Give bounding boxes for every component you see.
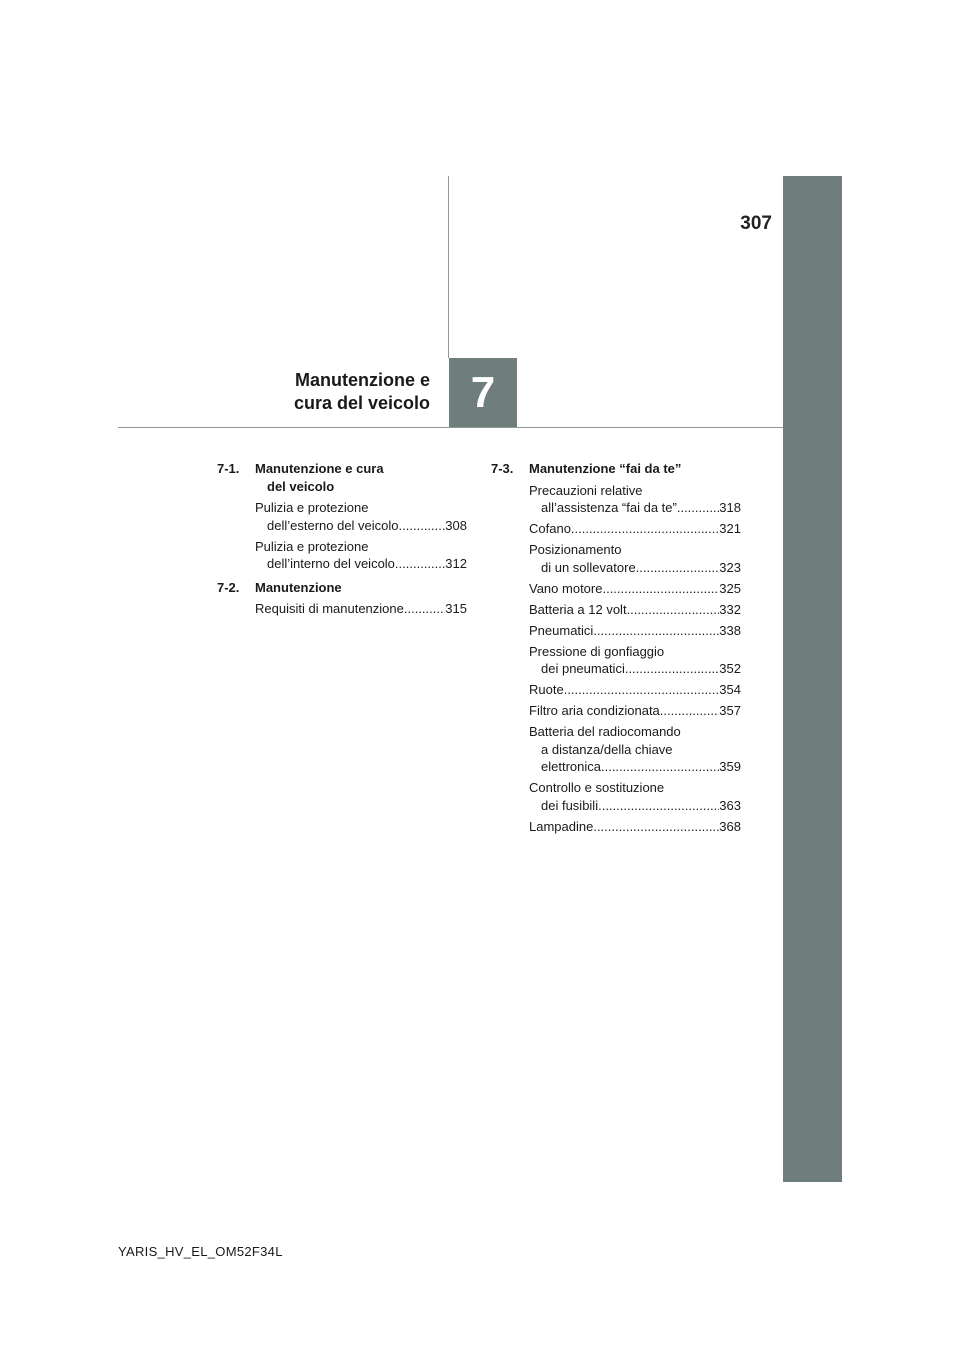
toc-entry-text: dei fusibili	[541, 797, 599, 813]
toc-entry-text: Ruote	[529, 682, 564, 697]
toc-entry-text: Requisiti di manutenzione	[255, 601, 404, 616]
toc-entry-line: Batteria del radiocomando	[529, 724, 681, 739]
toc-entry-text: Vano motore	[529, 580, 603, 596]
toc-column-left	[217, 460, 467, 624]
toc-entry-line: Pulizia e protezione	[255, 500, 369, 515]
toc-entry-text: Pneumatici	[529, 622, 594, 638]
page-ref: 354	[719, 682, 741, 697]
section-title	[255, 460, 467, 495]
toc-entry[interactable]	[255, 538, 467, 573]
toc-entry-row	[255, 517, 467, 535]
dot-leader	[602, 580, 719, 598]
page-ref: 359	[719, 759, 741, 774]
section-heading	[217, 460, 467, 495]
toc-entry[interactable]	[529, 723, 741, 776]
toc-entry[interactable]	[529, 622, 741, 640]
dot-leader	[636, 559, 720, 577]
toc-entry[interactable]	[529, 580, 741, 598]
toc-entry-text: Filtro aria condizionata	[529, 703, 660, 718]
dot-leader	[399, 517, 446, 535]
page-ref: 318	[719, 500, 741, 515]
dot-leader	[593, 622, 719, 640]
dot-leader	[564, 681, 720, 699]
dot-leader	[571, 520, 719, 538]
toc-entry-line: Pulizia e protezione	[255, 538, 369, 554]
page-ref: 363	[719, 797, 741, 813]
section-number: 7-2.	[217, 579, 240, 595]
toc-entry-row	[529, 797, 741, 815]
toc-entry[interactable]	[255, 499, 467, 534]
page-ref: 315	[445, 601, 467, 616]
toc-entry-text: dell’interno del veicolo	[267, 556, 395, 571]
toc-entries	[217, 600, 467, 618]
toc-entry-text: dei pneumatici	[541, 661, 625, 676]
toc-section	[217, 460, 467, 573]
toc-entry-text: elettronica	[541, 759, 601, 774]
toc-entry-text: di un sollevatore	[541, 559, 636, 575]
toc-entry-line: Posizionamento	[529, 542, 622, 557]
chapter-title-line1: Manutenzione e	[294, 370, 430, 390]
toc-entry[interactable]	[529, 482, 741, 517]
section-title	[529, 460, 741, 478]
page-ref: 321	[719, 521, 741, 536]
section-title-line: Manutenzione “fai da te”	[529, 461, 682, 476]
page-ref: 357	[719, 703, 741, 718]
page-ref: 312	[445, 556, 467, 571]
horizontal-divider	[118, 427, 783, 428]
toc-entry-text: Cofano	[529, 521, 571, 536]
vertical-divider	[448, 176, 449, 358]
section-title-line: Manutenzione	[255, 579, 342, 595]
dot-leader	[627, 601, 720, 619]
toc-entry[interactable]	[529, 520, 741, 538]
toc-entry[interactable]	[529, 601, 741, 619]
toc-entry[interactable]	[529, 643, 741, 678]
toc-section	[491, 460, 741, 835]
toc-entry-row	[529, 622, 741, 640]
section-heading	[491, 460, 741, 478]
dot-leader	[404, 600, 445, 618]
page-ref: 308	[445, 517, 467, 533]
toc-entry-line: a distanza/della chiave	[541, 741, 673, 757]
toc-entries	[217, 499, 467, 573]
section-number: 7-3.	[491, 461, 514, 476]
toc-entry-row	[529, 758, 741, 776]
toc-entry[interactable]	[529, 818, 741, 836]
page-ref: 352	[719, 661, 741, 676]
toc-entries	[491, 482, 741, 836]
toc-entry-row	[529, 601, 741, 619]
toc-entry-row	[529, 559, 741, 577]
dot-leader	[677, 499, 719, 517]
toc-entry[interactable]	[529, 681, 741, 699]
toc-entry-row	[529, 499, 741, 517]
toc-entry[interactable]	[255, 600, 467, 618]
toc-section	[217, 579, 467, 618]
toc-entry-row	[255, 600, 467, 618]
toc-entry-text: all’assistenza “fai da te”	[541, 500, 677, 515]
toc-entry-text: dell’esterno del veicolo	[267, 517, 399, 533]
page-ref: 332	[719, 601, 741, 617]
page-ref: 338	[719, 622, 741, 638]
toc-entry-row	[255, 555, 467, 573]
dot-leader	[660, 702, 720, 720]
toc-entry-line: Precauzioni relative	[529, 482, 643, 498]
toc-entry-line: Pressione di gonfiaggio	[529, 643, 665, 659]
chapter-title	[230, 369, 430, 415]
page-number: 307	[740, 213, 772, 234]
side-tab	[783, 176, 842, 1182]
dot-leader	[593, 818, 719, 836]
section-title-line: Manutenzione e cura	[255, 461, 384, 476]
toc-entry-row	[529, 818, 741, 836]
page-ref: 325	[719, 580, 741, 596]
dot-leader	[395, 555, 445, 573]
toc-entry[interactable]	[529, 779, 741, 814]
toc-entry-line: Controllo e sostituzione	[529, 780, 665, 795]
section-heading	[217, 579, 467, 597]
toc-entry-row	[529, 520, 741, 538]
toc-entry[interactable]	[529, 541, 741, 576]
document-code: YARIS_HV_EL_OM52F34L	[118, 1244, 283, 1259]
toc-entry-row	[529, 660, 741, 678]
toc-column-right	[491, 460, 741, 841]
section-title-line: del veicolo	[267, 478, 335, 494]
toc-entry-row	[529, 580, 741, 598]
section-number: 7-1.	[217, 461, 240, 476]
dot-leader	[598, 797, 719, 815]
page-ref: 368	[719, 818, 741, 834]
dot-leader	[625, 660, 719, 678]
toc-entry-text: Lampadine	[529, 818, 594, 834]
dot-leader	[601, 758, 719, 776]
chapter-title-line2: cura del veicolo	[293, 393, 430, 413]
toc-entry-text: Batteria a 12 volt	[529, 601, 627, 617]
toc-entry[interactable]	[529, 702, 741, 720]
toc-entry-row	[529, 681, 741, 699]
toc-entry-row	[529, 702, 741, 720]
page-ref: 323	[719, 559, 741, 575]
chapter-number-box: 7	[449, 358, 517, 427]
section-title	[255, 579, 467, 597]
